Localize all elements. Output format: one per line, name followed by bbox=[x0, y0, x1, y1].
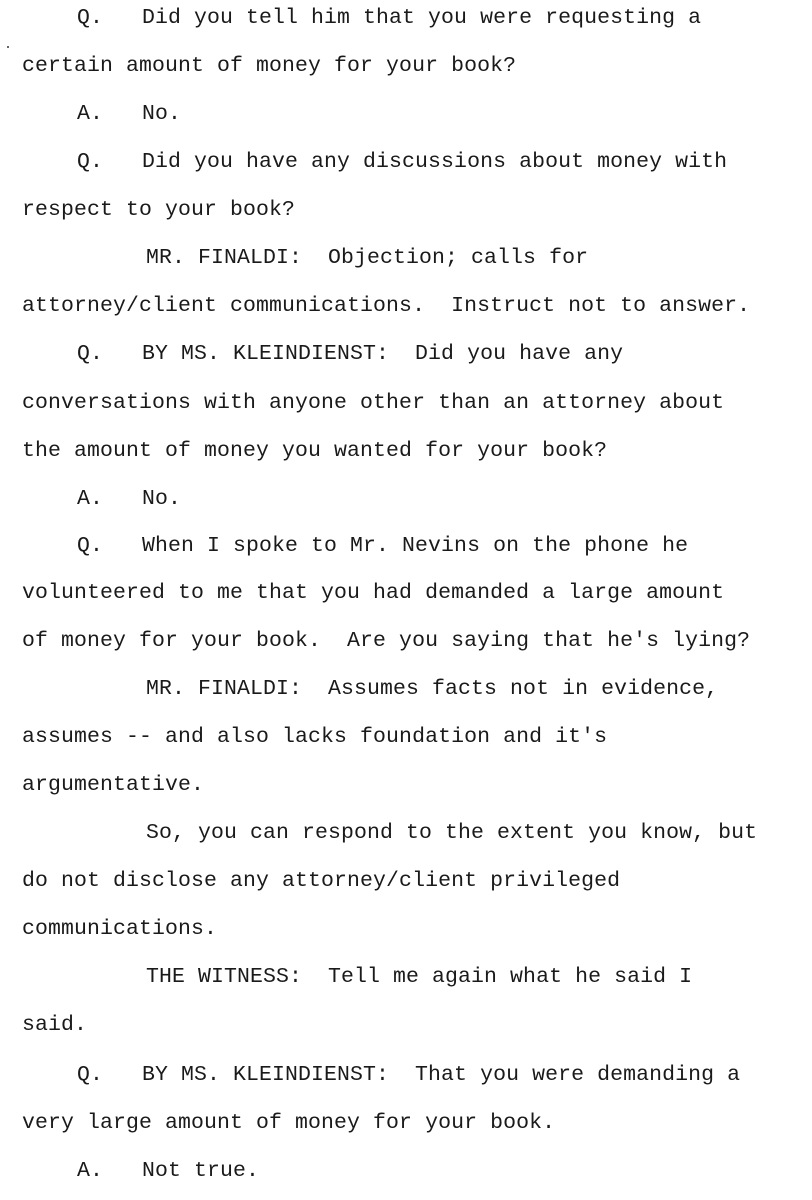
transcript-line: Q. When I spoke to Mr. Nevins on the phone he bbox=[77, 534, 689, 558]
transcript-line: A. Not true. bbox=[77, 1159, 260, 1183]
transcript-line: of money for your book. Are you saying that he's lying? bbox=[22, 629, 751, 653]
transcript-line: conversations with anyone other than an attorney about bbox=[22, 391, 725, 415]
transcript-line: assumes -- and also lacks foundation and it's bbox=[22, 725, 608, 749]
transcript-line: So, you can respond to the extent you know, but bbox=[146, 821, 758, 845]
transcript-line: attorney/client communications. Instruct not to answer. bbox=[22, 294, 751, 318]
transcript-line: Q. BY MS. KLEINDIENST: That you were demanding a bbox=[77, 1063, 741, 1087]
transcript-line: the amount of money you wanted for your book? bbox=[22, 439, 608, 463]
transcript-line: Q. Did you have any discussions about money with bbox=[77, 150, 728, 174]
transcript-line: A. No. bbox=[77, 102, 182, 126]
transcript-line: Q. BY MS. KLEINDIENST: Did you have any bbox=[77, 342, 624, 366]
transcript-line: communications. bbox=[22, 917, 218, 941]
page-speck bbox=[7, 46, 9, 48]
transcript-line: A. No. bbox=[77, 487, 182, 511]
transcript-line: Q. Did you tell him that you were requesting a bbox=[77, 6, 702, 30]
transcript-line: MR. FINALDI: Objection; calls for bbox=[146, 246, 589, 270]
transcript-line: do not disclose any attorney/client privileged bbox=[22, 869, 621, 893]
transcript-line: THE WITNESS: Tell me again what he said I bbox=[146, 965, 693, 989]
transcript-line: certain amount of money for your book? bbox=[22, 54, 517, 78]
transcript-line: volunteered to me that you had demanded a large amount bbox=[22, 581, 725, 605]
transcript-line: very large amount of money for your book. bbox=[22, 1111, 556, 1135]
transcript-line: MR. FINALDI: Assumes facts not in evidence, bbox=[146, 677, 719, 701]
transcript-line: argumentative. bbox=[22, 773, 205, 797]
transcript-line: respect to your book? bbox=[22, 198, 296, 222]
transcript-line: said. bbox=[22, 1013, 88, 1037]
